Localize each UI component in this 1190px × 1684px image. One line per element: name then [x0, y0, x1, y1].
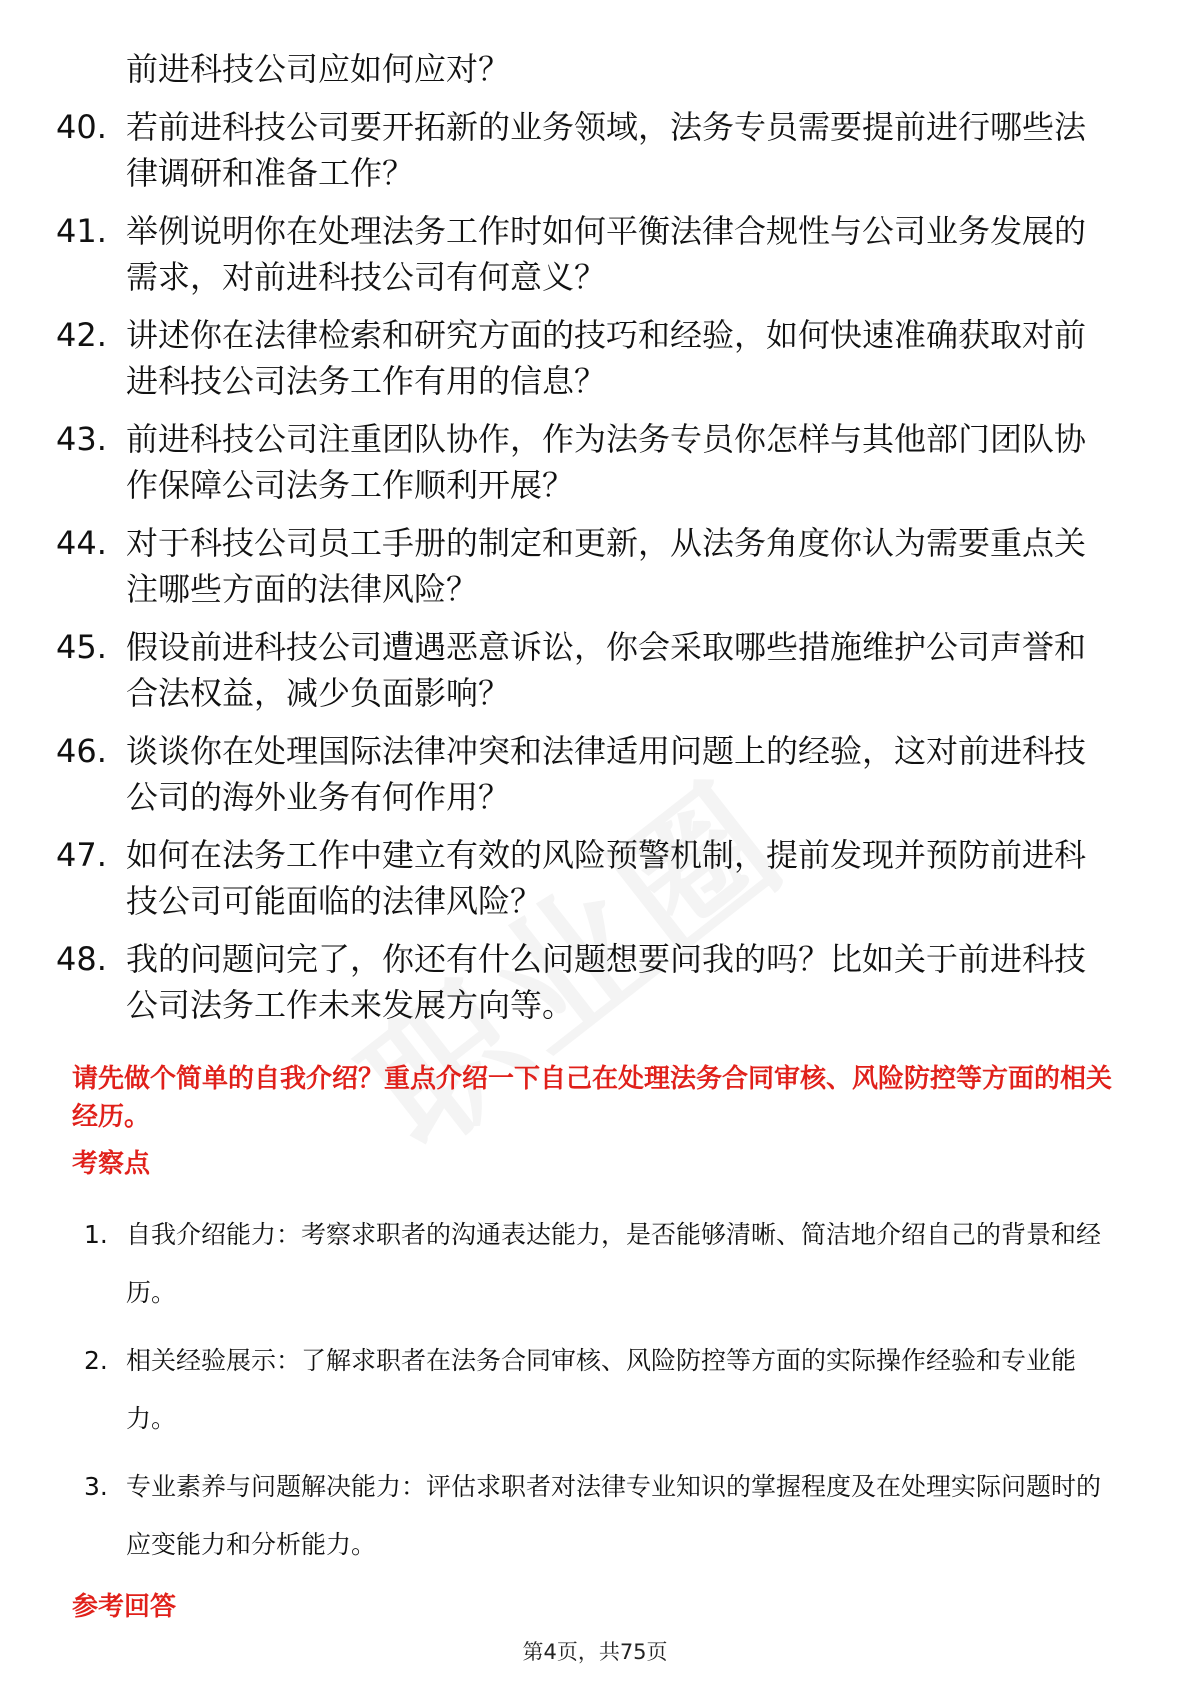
question-text: 假设前进科技公司遭遇恶意诉讼，你会采取哪些措施维护公司声誉和合法权益，减少负面影响？ — [126, 628, 1087, 712]
page-footer: 第4页，共75页 — [522, 1640, 668, 1664]
question-text: 举例说明你在处理法务工作时如何平衡法律合规性与公司业务发展的需求，对前进科技公司有何意义？ — [126, 212, 1087, 296]
question-continuation: 前进科技公司应如何应对？ — [126, 50, 511, 88]
question-text: 前进科技公司注重团队协作，作为法务专员你怎样与其他部门团队协作保障公司法务工作顺利开展？ — [126, 420, 1087, 504]
list-item — [56, 208, 1116, 300]
question-text: 我的问题问完了，你还有什么问题想要问我的吗？比如关于前进科技公司法务工作未来发展方向等。 — [126, 940, 1087, 1024]
question-number: 45. — [56, 628, 107, 666]
point-text: 自我介绍能力：考察求职者的沟通表达能力，是否能够清晰、简洁地介绍自己的背景和经历。 — [126, 1220, 1102, 1307]
list-item — [56, 624, 1116, 716]
list-item — [80, 1332, 1120, 1448]
list-item — [80, 1206, 1120, 1322]
question-number: 44. — [56, 524, 107, 562]
list-item — [56, 520, 1116, 612]
list-item — [56, 104, 1116, 196]
list-item — [56, 728, 1116, 820]
list-item — [56, 46, 1116, 92]
point-text: 专业素养与问题解决能力：评估求职者对法律专业知识的掌握程度及在处理实际问题时的应变能力和分析能力。 — [126, 1472, 1102, 1559]
question-text: 对于科技公司员工手册的制定和更新，从法务角度你认为需要重点关注哪些方面的法律风险？ — [126, 524, 1087, 608]
featured-question: 请先做个简单的自我介绍？重点介绍一下自己在处理法务合同审核、风险防控等方面的相关经历。 — [72, 1064, 1113, 1132]
list-item — [56, 312, 1116, 404]
question-text: 谈谈你在处理国际法律冲突和法律适用问题上的经验，这对前进科技公司的海外业务有何作用？ — [126, 732, 1087, 816]
question-list — [56, 46, 1116, 1040]
point-number: 3. — [84, 1472, 108, 1501]
question-number: 46. — [56, 732, 107, 770]
question-text: 讲述你在法律检索和研究方面的技巧和经验，如何快速准确获取对前进科技公司法务工作有用的信息？ — [126, 316, 1087, 400]
question-number: 40. — [56, 108, 107, 146]
reference-heading: 参考回答 — [72, 1592, 177, 1622]
question-text: 若前进科技公司要开拓新的业务领域，法务专员需要提前进行哪些法律调研和准备工作？ — [126, 108, 1087, 192]
question-text: 如何在法务工作中建立有效的风险预警机制，提前发现并预防前进科技公司可能面临的法律风险？ — [126, 836, 1087, 920]
question-number: 41. — [56, 212, 107, 250]
list-item — [80, 1458, 1120, 1574]
question-number: 43. — [56, 420, 107, 458]
assessment-points — [80, 1206, 1120, 1584]
list-item — [56, 832, 1116, 924]
point-number: 1. — [84, 1220, 108, 1249]
list-item — [56, 416, 1116, 508]
question-number: 47. — [56, 836, 107, 874]
assessment-heading: 考察点 — [72, 1149, 151, 1179]
question-number: 42. — [56, 316, 107, 354]
point-text: 相关经验展示：了解求职者在法务合同审核、风险防控等方面的实际操作经验和专业能力。 — [126, 1346, 1077, 1433]
question-number: 48. — [56, 940, 107, 978]
point-number: 2. — [84, 1346, 108, 1375]
list-item — [56, 936, 1116, 1028]
